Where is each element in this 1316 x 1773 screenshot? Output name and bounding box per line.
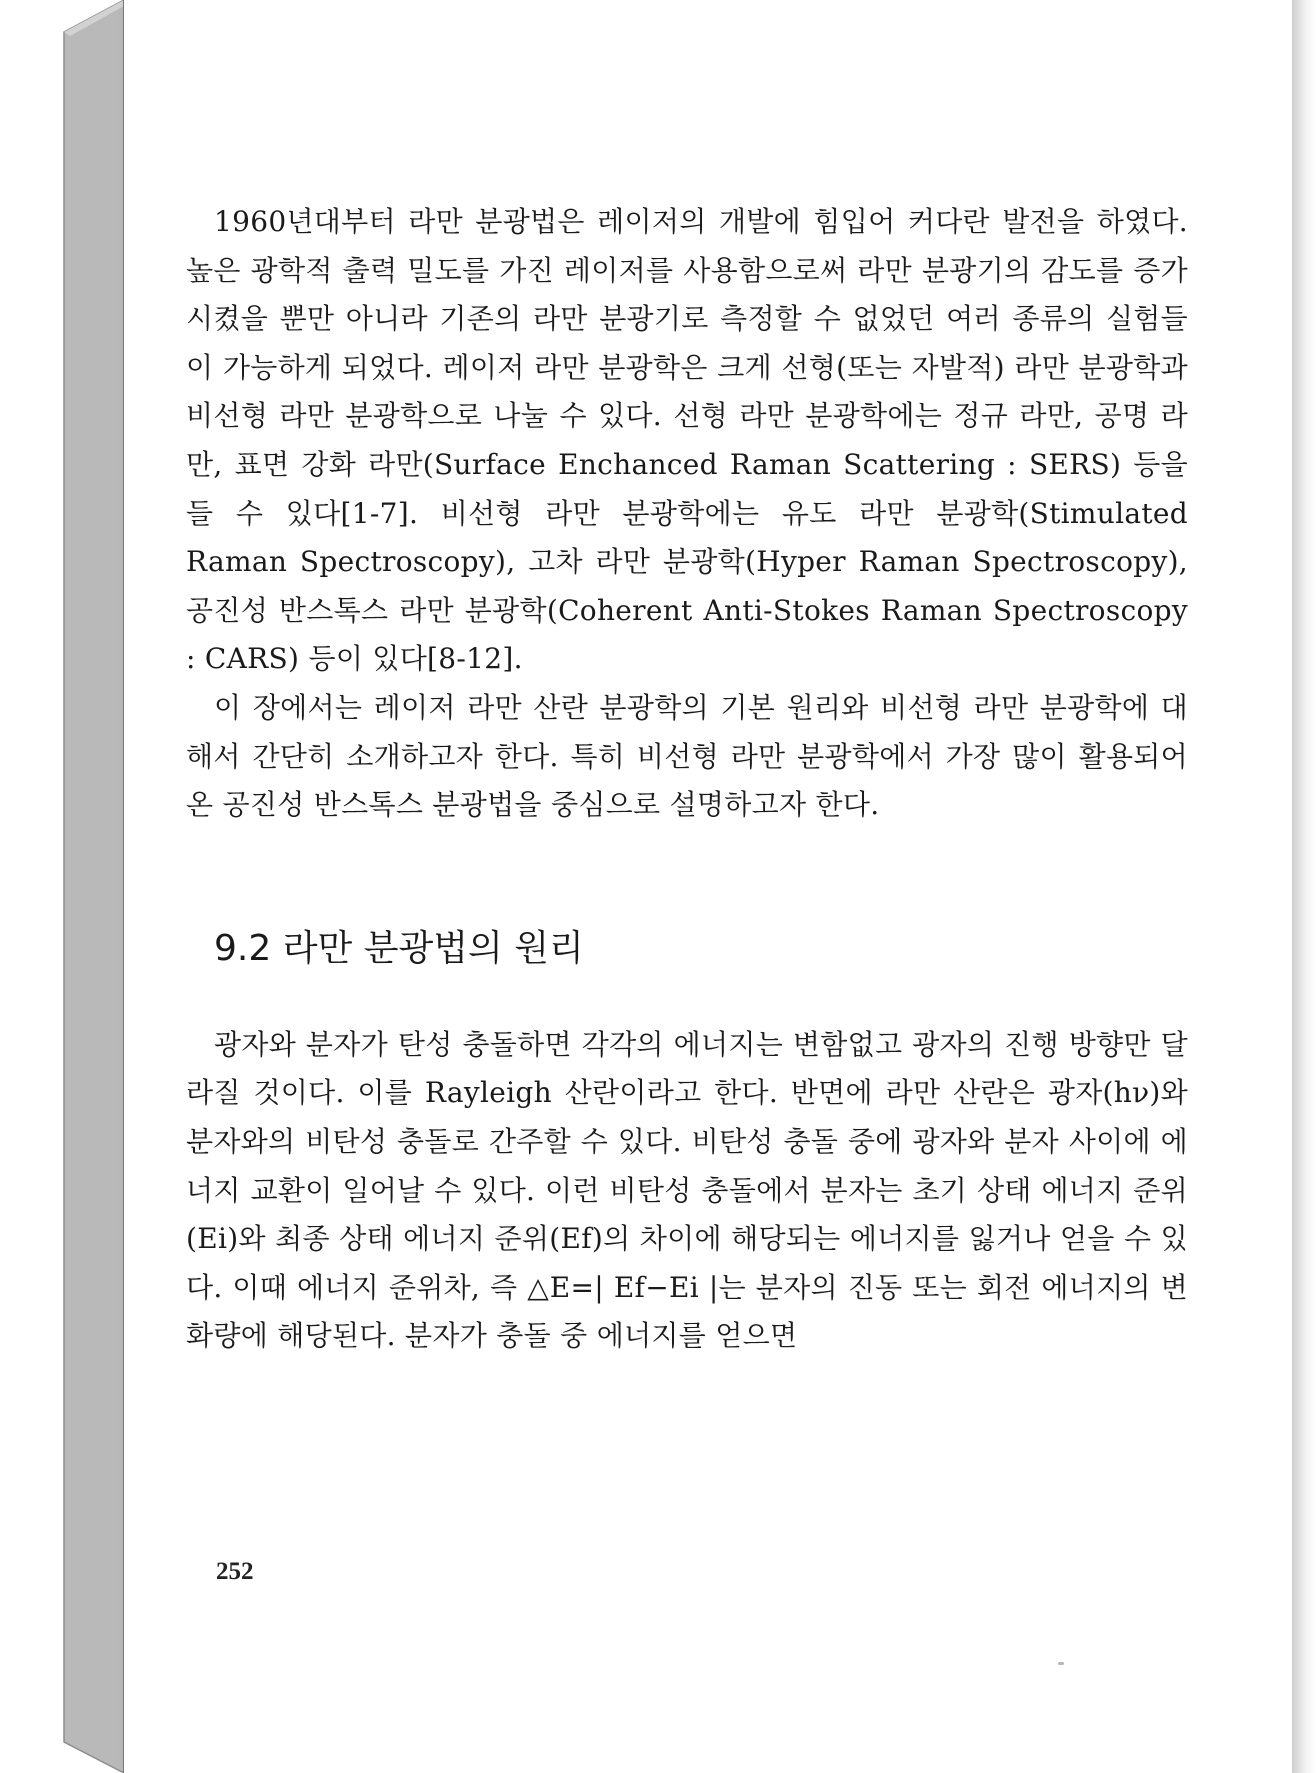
section-heading: 9.2 라만 분광법의 원리	[214, 927, 584, 969]
page-number: 252	[216, 1558, 254, 1585]
paragraph-intro-2: 이 장에서는 레이저 라만 산란 분광학의 기본 원리와 비선형 라만 분광학에 대해서 간단히 소개하고자 한다. 특히 비선형 라만 분광학에서 가장 많이 활용되어 온 공진성 반스톡스 분광법을 중심으로 설명하고자 한다.	[186, 690, 1188, 822]
paragraph-intro-1: 1960년대부터 라만 분광법은 레이저의 개발에 힘입어 커다란 발전을 하였다. 높은 광학적 출력 밀도를 가진 레이저를 사용함으로써 라만 분광기의 감도를 증가시켰을 뿐만 아니라 기존의 라만 분광기로 측정할 수 없었던 여러 종류의 실험들이 가능하게 되었다. 레이저 라만 분광학은 크게 선형(또는 자발적) 라만 분광학과 비선형 라만 분광학으로 나눌 수 있다. 선형 라만 분광학에는 정규 라만, 공명 라만, 표면 강화 라만(Surface Enchanced Raman Scattering : SERS) 등을 들 수 있다[1-7]. 비선형 라만 분광학에는 유도 라만 분광학(Stimulated Raman Spectroscopy), 고차 라만 분광학(Hyper Raman Spectroscopy), 공진성 반스톡스 라만 분광학(Coherent Anti-Stokes Raman Spectroscopy : CARS) 등이 있다[8-12].	[186, 205, 1188, 676]
paragraph-section-1: 광자와 분자가 탄성 충돌하면 각각의 에너지는 변함없고 광자의 진행 방향만 달라질 것이다. 이를 Rayleigh 산란이라고 한다. 반면에 라만 산란은 광자(hν)와 분자와의 비탄성 충돌로 간주할 수 있다. 비탄성 충돌 중에 광자와 분자 사이에 에너지 교환이 일어날 수 있다. 이런 비탄성 충돌에서 분자는 초기 상태 에너지 준위(Ei)와 최종 상태 에너지 준위(Ef)의 차이에 해당되는 에너지를 잃거나 얻을 수 있다. 이때 에너지 준위차, 즉 △E=| Ef−Ei |는 분자의 진동 또는 회전 에너지의 변화량에 해당된다. 분자가 충돌 중 에너지를 얻으면	[186, 1027, 1188, 1353]
spacer	[186, 971, 1188, 1021]
spacer	[186, 830, 1188, 920]
page-content	[186, 198, 1188, 1361]
scan-speck	[1058, 1662, 1064, 1665]
book-spine-edge	[0, 0, 130, 1773]
page-edge-shadow	[1292, 0, 1316, 1773]
